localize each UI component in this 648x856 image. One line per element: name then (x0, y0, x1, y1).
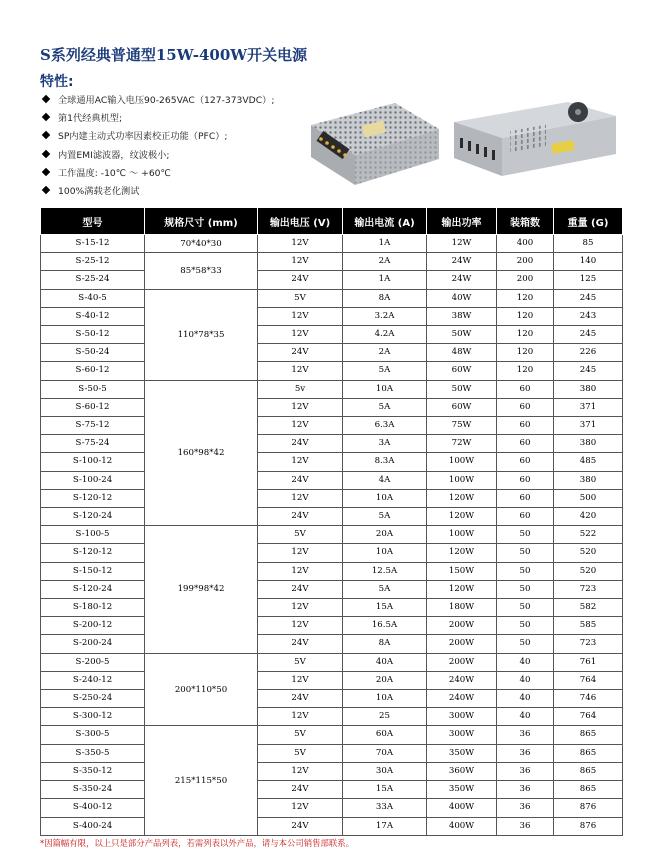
cell-weight: 585 (554, 617, 623, 635)
product-image-small-psu (303, 95, 443, 187)
cell-voltage: 12V (258, 307, 343, 325)
feature-item: 工作温度: -10℃ ～ +60℃ (40, 165, 274, 183)
cell-model: S-120-24 (41, 580, 145, 598)
cell-current: 5A (343, 580, 427, 598)
cell-pack-qty: 50 (497, 599, 554, 617)
table-row (41, 453, 623, 471)
cell-pack-qty: 120 (497, 289, 554, 307)
cell-voltage: 24V (258, 471, 343, 489)
cell-pack-qty: 400 (497, 235, 554, 253)
cell-model: S-25-24 (41, 271, 145, 289)
diamond-bullet-icon (42, 95, 50, 103)
cell-pack-qty: 60 (497, 435, 554, 453)
cell-current: 10A (343, 489, 427, 507)
cell-power: 24W (427, 271, 497, 289)
cell-power: 60W (427, 362, 497, 380)
cell-weight: 761 (554, 653, 623, 671)
cell-power: 38W (427, 307, 497, 325)
cell-voltage: 5V (258, 726, 343, 744)
cell-power: 240W (427, 690, 497, 708)
table-row (41, 781, 623, 799)
cell-current: 40A (343, 653, 427, 671)
header-output-current: 输出电流 (A) (343, 208, 427, 235)
cell-power: 200W (427, 635, 497, 653)
cell-size: 199*98*42 (145, 526, 258, 653)
cell-model: S-150-12 (41, 562, 145, 580)
cell-weight: 522 (554, 526, 623, 544)
features-list (40, 92, 274, 201)
cell-current: 5A (343, 398, 427, 416)
cell-voltage: 12V (258, 235, 343, 253)
cell-current: 15A (343, 599, 427, 617)
cell-power: 400W (427, 799, 497, 817)
cell-weight: 723 (554, 580, 623, 598)
header-weight: 重量 (G) (554, 208, 623, 235)
cell-weight: 764 (554, 671, 623, 689)
cell-current: 2A (343, 344, 427, 362)
cell-pack-qty: 60 (497, 471, 554, 489)
cell-voltage: 12V (258, 253, 343, 271)
cell-pack-qty: 50 (497, 580, 554, 598)
cell-model: S-40-5 (41, 289, 145, 307)
cell-model: S-400-12 (41, 799, 145, 817)
cell-power: 350W (427, 744, 497, 762)
cell-weight: 245 (554, 362, 623, 380)
cell-pack-qty: 60 (497, 398, 554, 416)
table-row (41, 635, 623, 653)
cell-weight: 380 (554, 435, 623, 453)
table-row (41, 617, 623, 635)
cell-pack-qty: 50 (497, 562, 554, 580)
cell-voltage: 24V (258, 435, 343, 453)
cell-pack-qty: 36 (497, 744, 554, 762)
table-row (41, 471, 623, 489)
cell-pack-qty: 40 (497, 653, 554, 671)
footnote: *因篇幅有限，以上只是部分产品列表，若需列表以外产品，请与本公司销售部联系。 (40, 838, 355, 848)
cell-pack-qty: 50 (497, 526, 554, 544)
header-output-voltage: 输出电压 (V) (258, 208, 343, 235)
cell-model: S-50-12 (41, 326, 145, 344)
cell-pack-qty: 60 (497, 508, 554, 526)
table-row (41, 653, 623, 671)
cell-weight: 865 (554, 726, 623, 744)
cell-current: 1A (343, 271, 427, 289)
cell-pack-qty: 120 (497, 344, 554, 362)
table-row (41, 326, 623, 344)
table-header-row (41, 208, 623, 235)
cell-weight: 723 (554, 635, 623, 653)
cell-power: 100W (427, 471, 497, 489)
page-title: S系列经典普通型15W-400W开关电源 (40, 46, 308, 64)
cell-power: 48W (427, 344, 497, 362)
cell-pack-qty: 50 (497, 617, 554, 635)
table-row (41, 690, 623, 708)
table-row (41, 799, 623, 817)
table-row (41, 708, 623, 726)
cell-weight: 420 (554, 508, 623, 526)
spec-table (40, 207, 623, 836)
cell-pack-qty: 36 (497, 799, 554, 817)
cell-voltage: 24V (258, 271, 343, 289)
cell-pack-qty: 60 (497, 453, 554, 471)
table-row (41, 344, 623, 362)
table-row (41, 417, 623, 435)
cell-model: S-25-12 (41, 253, 145, 271)
cell-voltage: 12V (258, 544, 343, 562)
cell-model: S-180-12 (41, 599, 145, 617)
cell-voltage: 12V (258, 417, 343, 435)
cell-voltage: 5V (258, 653, 343, 671)
cell-weight: 380 (554, 380, 623, 398)
cell-pack-qty: 120 (497, 362, 554, 380)
cell-weight: 226 (554, 344, 623, 362)
cell-power: 75W (427, 417, 497, 435)
cell-current: 20A (343, 526, 427, 544)
cell-current: 25 (343, 708, 427, 726)
cell-model: S-350-24 (41, 781, 145, 799)
cell-voltage: 12V (258, 362, 343, 380)
cell-power: 120W (427, 580, 497, 598)
cell-voltage: 12V (258, 489, 343, 507)
cell-weight: 371 (554, 398, 623, 416)
cell-pack-qty: 36 (497, 781, 554, 799)
cell-power: 150W (427, 562, 497, 580)
cell-weight: 865 (554, 781, 623, 799)
table-row (41, 235, 623, 253)
cell-power: 350W (427, 781, 497, 799)
table-row (41, 508, 623, 526)
cell-model: S-400-24 (41, 817, 145, 835)
cell-voltage: 24V (258, 781, 343, 799)
table-row (41, 726, 623, 744)
cell-current: 3.2A (343, 307, 427, 325)
cell-weight: 245 (554, 289, 623, 307)
cell-weight: 876 (554, 817, 623, 835)
cell-weight: 500 (554, 489, 623, 507)
cell-model: S-200-5 (41, 653, 145, 671)
cell-power: 240W (427, 671, 497, 689)
cell-pack-qty: 36 (497, 762, 554, 780)
cell-power: 100W (427, 453, 497, 471)
cell-weight: 865 (554, 762, 623, 780)
cell-voltage: 5V (258, 744, 343, 762)
cell-pack-qty: 60 (497, 380, 554, 398)
cell-voltage: 24V (258, 344, 343, 362)
cell-pack-qty: 36 (497, 817, 554, 835)
cell-weight: 125 (554, 271, 623, 289)
cell-voltage: 5V (258, 289, 343, 307)
cell-power: 400W (427, 817, 497, 835)
cell-current: 70A (343, 744, 427, 762)
feature-item: 第1代经典机型; (40, 110, 274, 128)
cell-power: 50W (427, 326, 497, 344)
cell-pack-qty: 120 (497, 307, 554, 325)
cell-model: S-60-12 (41, 398, 145, 416)
table-row (41, 762, 623, 780)
cell-weight: 243 (554, 307, 623, 325)
cell-current: 4.2A (343, 326, 427, 344)
diamond-bullet-icon (42, 186, 50, 194)
cell-voltage: 12V (258, 599, 343, 617)
cell-voltage: 24V (258, 635, 343, 653)
cell-weight: 85 (554, 235, 623, 253)
cell-power: 72W (427, 435, 497, 453)
cell-weight: 865 (554, 744, 623, 762)
feature-item: 100%满载老化测试 (40, 183, 274, 201)
cell-voltage: 12V (258, 617, 343, 635)
cell-current: 5A (343, 508, 427, 526)
cell-weight: 764 (554, 708, 623, 726)
cell-power: 24W (427, 253, 497, 271)
cell-current: 1A (343, 235, 427, 253)
cell-model: S-120-12 (41, 489, 145, 507)
cell-model: S-200-24 (41, 635, 145, 653)
table-row (41, 253, 623, 271)
product-image-large-psu (448, 98, 620, 180)
cell-current: 16.5A (343, 617, 427, 635)
cell-model: S-100-12 (41, 453, 145, 471)
cell-voltage: 12V (258, 398, 343, 416)
cell-voltage: 12V (258, 671, 343, 689)
cell-current: 10A (343, 690, 427, 708)
cell-model: S-300-12 (41, 708, 145, 726)
cell-pack-qty: 200 (497, 271, 554, 289)
cell-current: 2A (343, 253, 427, 271)
table-row (41, 271, 623, 289)
cell-power: 60W (427, 398, 497, 416)
cell-power: 40W (427, 289, 497, 307)
cell-power: 120W (427, 508, 497, 526)
cell-model: S-250-24 (41, 690, 145, 708)
cell-current: 10A (343, 380, 427, 398)
cell-pack-qty: 120 (497, 326, 554, 344)
cell-weight: 371 (554, 417, 623, 435)
diamond-bullet-icon (42, 168, 50, 176)
cell-weight: 380 (554, 471, 623, 489)
cell-size: 110*78*35 (145, 289, 258, 380)
cell-power: 120W (427, 489, 497, 507)
table-row (41, 580, 623, 598)
cell-size: 215*115*50 (145, 726, 258, 835)
cell-model: S-15-12 (41, 235, 145, 253)
cell-power: 300W (427, 726, 497, 744)
cell-pack-qty: 50 (497, 544, 554, 562)
cell-size: 200*110*50 (145, 653, 258, 726)
cell-voltage: 12V (258, 762, 343, 780)
cell-current: 30A (343, 762, 427, 780)
diamond-bullet-icon (42, 149, 50, 157)
cell-voltage: 24V (258, 508, 343, 526)
diamond-bullet-icon (42, 131, 50, 139)
spec-table-body (41, 235, 623, 836)
cell-power: 200W (427, 653, 497, 671)
cell-model: S-200-12 (41, 617, 145, 635)
cell-weight: 485 (554, 453, 623, 471)
cell-model: S-100-5 (41, 526, 145, 544)
cell-model: S-120-12 (41, 544, 145, 562)
table-row (41, 289, 623, 307)
cell-pack-qty: 40 (497, 690, 554, 708)
cell-power: 200W (427, 617, 497, 635)
cell-pack-qty: 60 (497, 417, 554, 435)
table-row (41, 380, 623, 398)
table-row (41, 435, 623, 453)
cell-size: 70*40*30 (145, 235, 258, 253)
cell-power: 120W (427, 544, 497, 562)
cell-current: 4A (343, 471, 427, 489)
cell-model: S-120-24 (41, 508, 145, 526)
cell-model: S-40-12 (41, 307, 145, 325)
cell-voltage: 24V (258, 817, 343, 835)
table-row (41, 817, 623, 835)
feature-item: 全球通用AC输入电压90-265VAC（127-373VDC）; (40, 92, 274, 110)
cell-current: 17A (343, 817, 427, 835)
header-size: 规格尺寸 (mm) (145, 208, 258, 235)
cell-voltage: 12V (258, 453, 343, 471)
cell-current: 60A (343, 726, 427, 744)
cell-model: S-300-5 (41, 726, 145, 744)
cell-current: 8A (343, 635, 427, 653)
feature-item: SP内建主动式功率因素校正功能（PFC）; (40, 128, 274, 146)
cell-model: S-75-24 (41, 435, 145, 453)
table-row (41, 526, 623, 544)
cell-current: 6.3A (343, 417, 427, 435)
cell-voltage: 12V (258, 562, 343, 580)
cell-voltage: 12V (258, 708, 343, 726)
cell-pack-qty: 40 (497, 708, 554, 726)
cell-voltage: 5V (258, 526, 343, 544)
cell-current: 8.3A (343, 453, 427, 471)
cell-weight: 876 (554, 799, 623, 817)
cell-weight: 520 (554, 562, 623, 580)
header-output-power: 输出功率 (427, 208, 497, 235)
cell-current: 10A (343, 544, 427, 562)
feature-item: 内置EMI滤波器，纹波极小; (40, 147, 274, 165)
cell-weight: 582 (554, 599, 623, 617)
cell-voltage: 24V (258, 690, 343, 708)
cell-model: S-350-5 (41, 744, 145, 762)
cell-voltage: 24V (258, 580, 343, 598)
table-row (41, 362, 623, 380)
cell-current: 3A (343, 435, 427, 453)
cell-weight: 746 (554, 690, 623, 708)
header-pack-qty: 装箱数 (497, 208, 554, 235)
cell-model: S-75-12 (41, 417, 145, 435)
table-row (41, 562, 623, 580)
cell-voltage: 12V (258, 799, 343, 817)
table-row (41, 307, 623, 325)
cell-power: 100W (427, 526, 497, 544)
cell-power: 12W (427, 235, 497, 253)
cell-current: 5A (343, 362, 427, 380)
cell-weight: 140 (554, 253, 623, 271)
cell-power: 180W (427, 599, 497, 617)
table-row (41, 489, 623, 507)
cell-current: 15A (343, 781, 427, 799)
cell-weight: 245 (554, 326, 623, 344)
table-row (41, 398, 623, 416)
cell-current: 20A (343, 671, 427, 689)
cell-pack-qty: 40 (497, 671, 554, 689)
cell-size: 85*58*33 (145, 253, 258, 289)
features-heading: 特性: (40, 74, 74, 90)
table-row (41, 599, 623, 617)
cell-current: 8A (343, 289, 427, 307)
cell-weight: 520 (554, 544, 623, 562)
cell-voltage: 5v (258, 380, 343, 398)
cell-model: S-100-24 (41, 471, 145, 489)
cell-current: 33A (343, 799, 427, 817)
cell-pack-qty: 36 (497, 726, 554, 744)
cell-size: 160*98*42 (145, 380, 258, 526)
cell-power: 300W (427, 708, 497, 726)
header-model: 型号 (41, 208, 145, 235)
diamond-bullet-icon (42, 113, 50, 121)
cell-pack-qty: 200 (497, 253, 554, 271)
cell-pack-qty: 50 (497, 635, 554, 653)
cell-current: 12.5A (343, 562, 427, 580)
table-row (41, 544, 623, 562)
cell-voltage: 12V (258, 326, 343, 344)
cell-model: S-240-12 (41, 671, 145, 689)
cell-power: 50W (427, 380, 497, 398)
table-row (41, 671, 623, 689)
cell-model: S-50-24 (41, 344, 145, 362)
cell-model: S-50-5 (41, 380, 145, 398)
cell-model: S-350-12 (41, 762, 145, 780)
table-row (41, 744, 623, 762)
cell-pack-qty: 60 (497, 489, 554, 507)
cell-model: S-60-12 (41, 362, 145, 380)
cell-power: 360W (427, 762, 497, 780)
